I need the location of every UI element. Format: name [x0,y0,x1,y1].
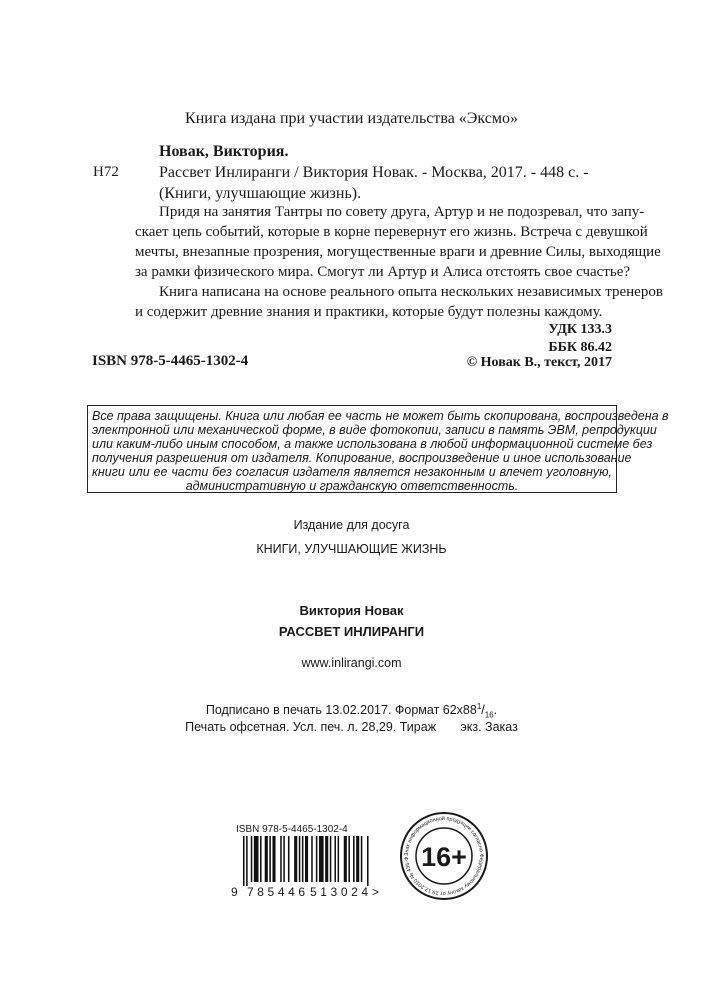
bibliographic-line: Рассвет Инлиранги / Виктория Новак. - Москва, 2017. - 448 с. - [159,164,589,181]
rights-notice-line: получения разрешения от издателя. Копирование, воспроизведение и иное использование [92,451,632,465]
abstract-line: и содержит древние знания и практики, которые будут полезны каждому. [135,304,603,320]
barcode-bar [269,836,271,882]
barcode-bar [334,836,336,882]
barcode-bar [288,836,290,882]
imprint-format-text: Подписано в печать 13.02.2017. Формат 62х88 [205,703,477,718]
age-rating-badge [398,810,490,902]
barcode-bars [243,836,369,886]
barcode-bar [243,836,245,886]
rights-notice-line: административную и гражданскую ответственность. [185,479,519,493]
barcode-bar [254,836,259,882]
abstract-line: за рамки физического мира. Смогут ли Артур и Алиса отстоять свое счастье? [135,264,631,280]
barcode-bar [246,836,248,886]
barcode-digits-right: 513024 [310,885,372,899]
barcode-bar [319,836,324,882]
copyright-note: © Новак В., текст, 2017 [466,355,612,370]
website: www.inlirangi.com [301,656,402,670]
abstract-line: мечты, внезапные прозрения, могущественные враги и древние Силы, выходящие [135,244,661,260]
abstract-line: Придя на занятия Тантры по совету друга, Артур и не подозревал, что запу- [159,204,645,220]
barcode-bar [361,836,363,882]
rights-notice-line: Все права защищены. Книга или любая ее часть не может быть скопирована, воспроизведена в [92,409,669,423]
age-rating: 16+ [421,842,467,872]
book-title: РАССВЕТ ИНЛИРАНГИ [278,624,425,639]
abstract-line: скает цепь событий, которые в корне перевернут его жизнь. Встреча с девушкой [135,224,648,240]
title-author: Виктория Новак [299,603,404,618]
publisher-note: Книга издана при участии издательства «Эксмо» [185,110,518,127]
barcode-bar [251,836,253,882]
barcode-bar [367,836,369,886]
call-number: Н72 [93,164,119,180]
bibliographic-line: (Книги, улучшающие жизнь). [159,185,362,202]
barcode-bar [283,836,285,882]
barcode-bar [294,836,297,882]
isbn: ISBN 978-5-4465-1302-4 [92,353,249,369]
barcode-end-mark: > [372,885,380,899]
barcode-bar [325,836,328,882]
barcode-bar [265,836,268,882]
isbn-barcode [231,822,381,900]
author-heading: Новак, Виктория. [159,143,289,160]
barcode-bar [299,836,301,882]
barcode-digits-left: 785446 [247,885,309,899]
series-name: КНИГИ, УЛУЧШАЮЩИЕ ЖИЗНЬ [256,542,447,556]
barcode-bar [330,836,332,882]
barcode-bar [272,836,275,882]
barcode-bar [316,836,318,882]
format-sup: 1 [476,702,482,711]
rights-notice-line: книги или ее части без согласия издателя является незаконным и влечет уголовную, [92,465,612,479]
abstract-line: Книга написана на основе реального опыта нескольких независимых тренеров [159,284,663,300]
barcode-bar [348,836,350,882]
format-sub: 16 [484,710,494,720]
barcode-digit-first: 9 [231,885,238,899]
barcode-bar [260,836,262,882]
barcode-bar [338,836,340,882]
badge-ring-text: Знак информационной продукции согласно Федеральному закону от 29.12.2010 № 436-Ф [403,815,485,897]
barcode-bar [302,836,304,882]
barcode-bar [344,836,347,882]
imprint-line-1: Подписано в печать 13.02.2017. Формат $62х88^1/_{16}$. [205,702,498,720]
barcode-bar [311,836,313,882]
rights-notice-line: электронной или механической форме, в виде фотокопии, записи в память ЭВМ, репродукции [92,423,657,437]
bbk-code: ББК 86.42 [548,340,612,355]
imprint-line-2: Печать офсетная. Усл. печ. л. 28,29. Тираж экз. Заказ [185,720,518,734]
udk-code: УДК 133.3 [548,322,612,337]
barcode-bar [280,836,282,882]
barcode-bar [356,836,359,882]
barcode-bar [305,836,308,882]
edition-type: Издание для досуга [293,518,410,532]
rights-notice-line: или каким-либо иным способом, а также использована в любой информационной системе без [92,437,653,451]
barcode-isbn-label: ISBN 978-5-4465-1302-4 [236,824,348,835]
barcode-bar [353,836,355,882]
